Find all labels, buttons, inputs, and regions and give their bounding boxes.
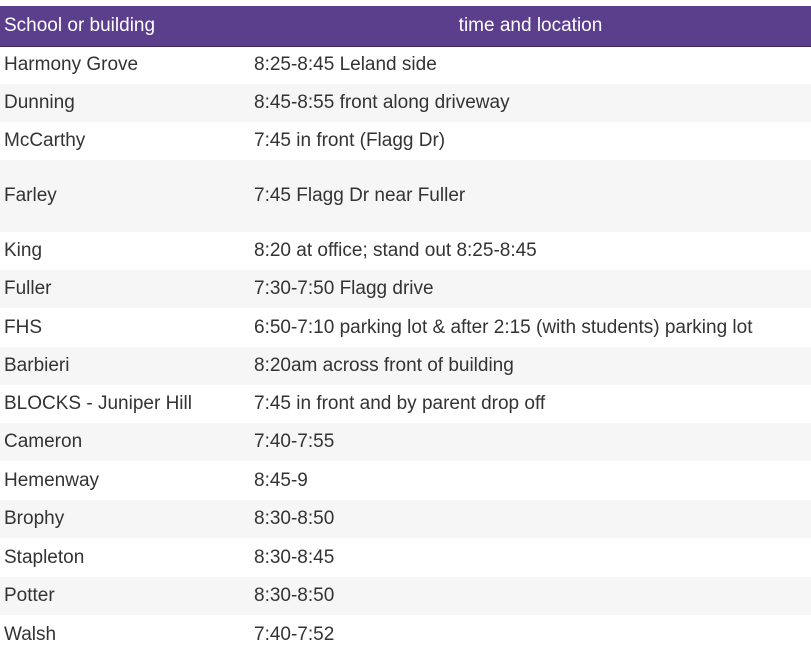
cell-time-location: 8:30-8:50 <box>254 508 335 529</box>
cell-time-location: 8:20am across front of building <box>254 355 514 376</box>
table-row <box>0 538 811 577</box>
table-row <box>0 232 811 270</box>
cell-school: BLOCKS - Juniper Hill <box>4 393 192 414</box>
table-row <box>0 84 811 122</box>
cell-school: King <box>4 240 43 261</box>
cell-school: Brophy <box>4 508 65 529</box>
table-header <box>0 6 811 46</box>
cell-school: FHS <box>4 316 42 338</box>
table-row <box>0 160 811 232</box>
cell-school: Stapleton <box>4 546 85 568</box>
cell-time-location: 6:50-7:10 parking lot & after 2:15 (with students) parking lot <box>254 316 753 338</box>
table-row <box>0 270 811 308</box>
cell-school: McCarthy <box>4 130 86 151</box>
schedule-table-container <box>0 6 811 654</box>
cell-school: Hemenway <box>4 469 100 491</box>
table-row <box>0 577 811 615</box>
cell-time-location: 8:45-8:55 front along driveway <box>254 92 510 113</box>
table-row <box>0 347 811 385</box>
cell-time-location: 7:40-7:52 <box>254 623 335 645</box>
cell-time-location: 7:45 in front and by parent drop off <box>254 393 546 414</box>
cell-school: Barbieri <box>4 355 70 376</box>
table-row <box>0 308 811 347</box>
cell-school: Potter <box>4 585 55 606</box>
table-row <box>0 615 811 654</box>
column-header-school: School or building <box>0 6 250 46</box>
cell-time-location: 8:30-8:50 <box>254 585 335 606</box>
schedule-table <box>0 6 811 654</box>
table-row <box>0 46 811 84</box>
table-row <box>0 122 811 160</box>
cell-time-location: 7:45 in front (Flagg Dr) <box>254 130 446 151</box>
cell-school: Walsh <box>4 623 57 645</box>
cell-time-location: 8:45-9 <box>254 469 308 491</box>
cell-time-location: 8:20 at office; stand out 8:25-8:45 <box>254 240 537 261</box>
cell-school: Farley <box>4 185 57 206</box>
table-row <box>0 461 811 500</box>
table-header-row <box>0 6 811 46</box>
cell-time-location: 7:30-7:50 Flagg drive <box>254 278 434 299</box>
column-header-time: time and location <box>250 6 811 46</box>
cell-school: Fuller <box>4 278 52 299</box>
table-row <box>0 385 811 423</box>
cell-school: Harmony Grove <box>4 54 139 76</box>
table-row <box>0 423 811 461</box>
cell-school: Cameron <box>4 431 83 452</box>
table-body <box>0 46 811 654</box>
cell-time-location: 8:30-8:45 <box>254 546 335 568</box>
cell-time-location: 8:25-8:45 Leland side <box>254 54 437 76</box>
cell-school: Dunning <box>4 92 75 113</box>
cell-time-location: 7:45 Flagg Dr near Fuller <box>254 185 466 206</box>
cell-time-location: 7:40-7:55 <box>254 431 335 452</box>
table-row <box>0 500 811 538</box>
